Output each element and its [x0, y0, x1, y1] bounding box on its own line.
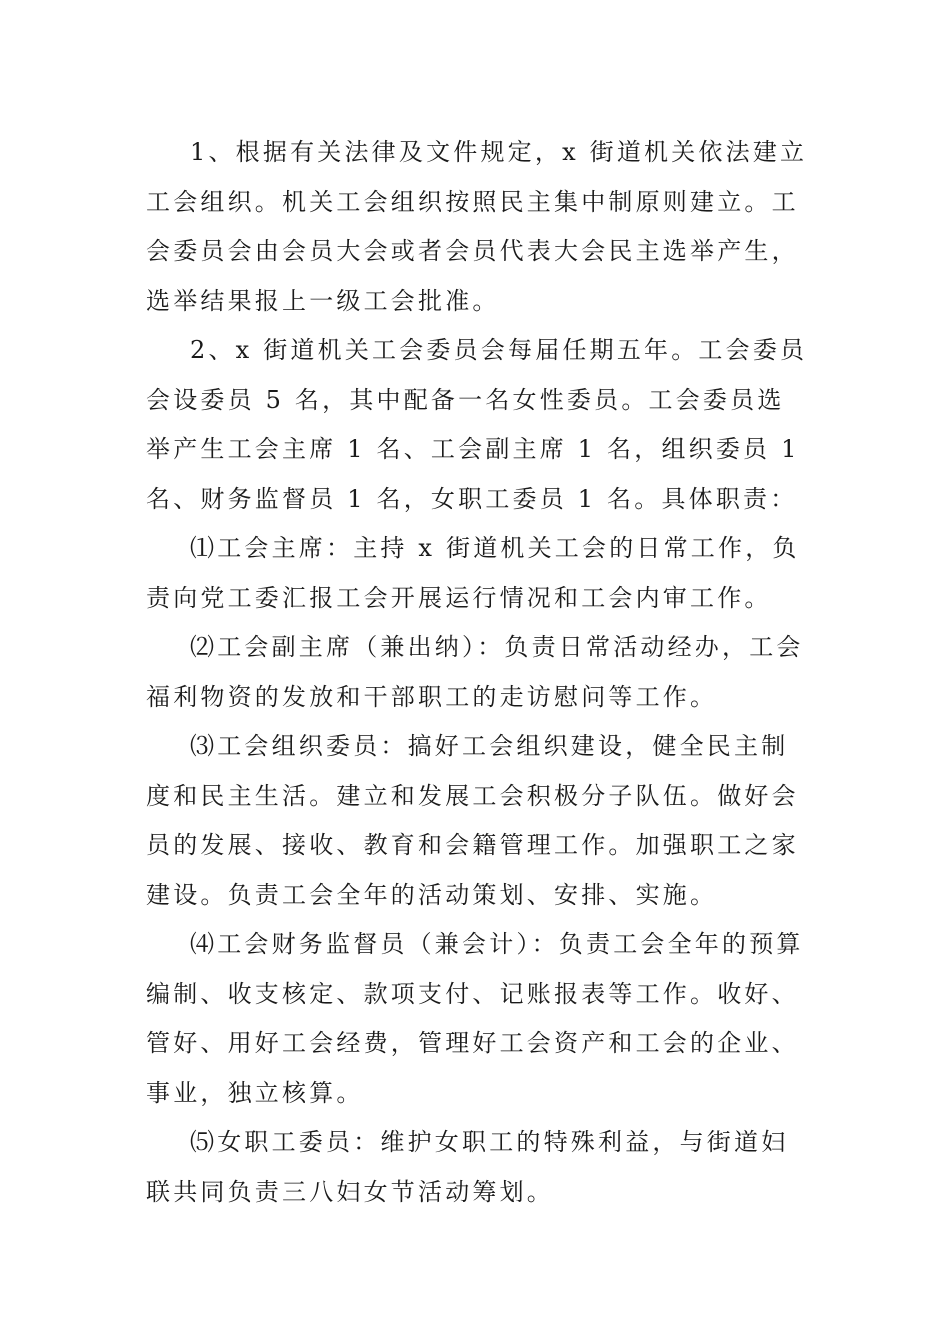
document-body — [146, 128, 810, 1217]
paragraph-5: ⑶工会组织委员：搞好工会组织建设，健全民主制度和民主生活。建立和发展工会积极分子队伍。做好会员的发展、接收、教育和会籍管理工作。加强职工之家建设。负责工会全年的活动策划、安排、实施。 — [146, 732, 799, 909]
paragraph-1: 1、根据有关法律及文件规定，x 街道机关依法建立工会组织。机关工会组织按照民主集中制原则建立。工会委员会由会员大会或者会员代表大会民主选举产生，选举结果报上一级工会批准。 — [146, 138, 808, 315]
paragraph-3: ⑴工会主席：主持 x 街道机关工会的日常工作，负责向党工委汇报工会开展运行情况和工会内审工作。 — [146, 534, 800, 612]
paragraph-2: 2、x 街道机关工会委员会每届任期五年。工会委员会设委员 5 名，其中配备一名女性委员。工会委员选举产生工会主席 1 名、工会副主席 1 名，组织委员 1 名、财务监督员 1 名，女职工委员 1 名。具体职责： — [146, 336, 808, 513]
paragraph-4: ⑵工会副主席（兼出纳）：负责日常活动经办，工会福利物资的发放和干部职工的走访慰问等工作。 — [146, 633, 804, 711]
paragraph-7: ⑸女职工委员：维护女职工的特殊利益，与街道妇联共同负责三八妇女节活动筹划。 — [146, 1128, 789, 1206]
paragraph-6: ⑷工会财务监督员（兼会计）：负责工会全年的预算编制、收支核定、款项支付、记账报表等工作。收好、管好、用好工会经费，管理好工会资产和工会的企业、事业，独立核算。 — [146, 930, 804, 1107]
